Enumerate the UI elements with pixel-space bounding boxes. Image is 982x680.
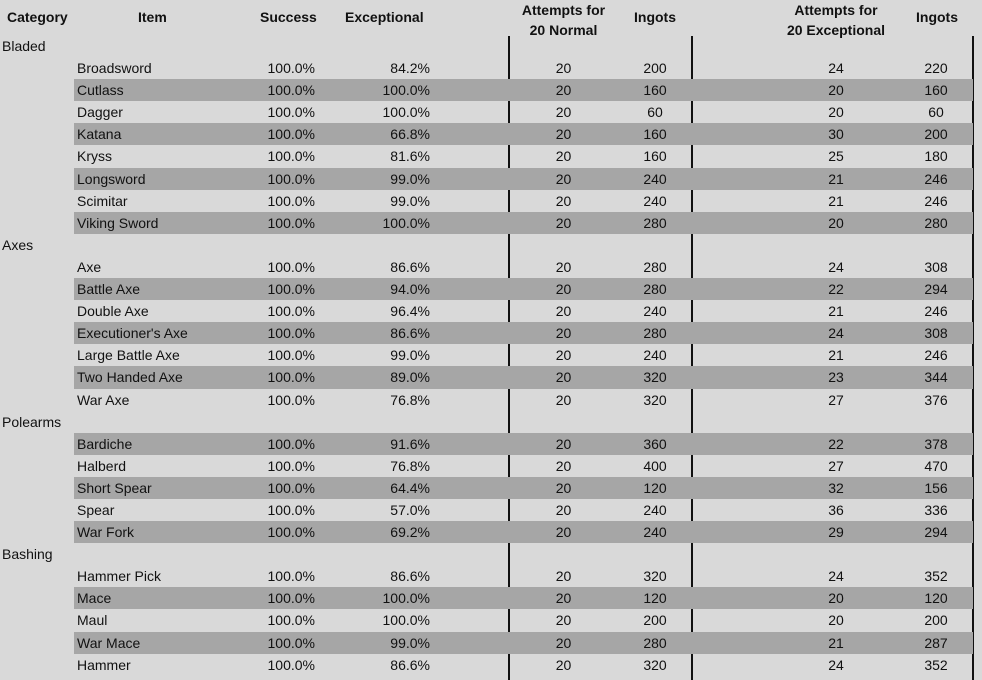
header-attempts-exc-line2: 20 Exceptional [786,22,886,38]
ingots-exceptional-cell[interactable]: 294 [924,524,948,541]
ingots-normal-cell[interactable]: 120 [643,590,667,607]
attempts-normal-cell[interactable]: 20 [555,347,572,364]
success-cell[interactable]: 100.0% [267,258,315,275]
ingots-exceptional-cell[interactable]: 160 [924,82,948,99]
attempts-exceptional-cell[interactable]: 21 [828,170,844,187]
exceptional-cell[interactable]: 99.0% [390,192,430,209]
ingots-exceptional-cell[interactable]: 352 [924,656,948,673]
header-category[interactable]: Category [7,9,68,25]
ingots-normal-cell[interactable]: 320 [643,656,667,673]
header-exceptional[interactable]: Exceptional [345,9,424,25]
ingots-normal-cell[interactable]: 60 [647,104,663,121]
success-cell[interactable]: 100.0% [267,170,315,187]
exceptional-cell[interactable]: 96.4% [390,303,430,320]
item-cell[interactable]: Cutlass [77,82,124,99]
ingots-normal-cell[interactable]: 400 [643,457,667,474]
ingots-exceptional-cell[interactable]: 470 [924,457,948,474]
item-cell[interactable]: Broadsword [77,60,152,77]
item-cell[interactable]: Axe [77,258,102,275]
success-cell[interactable]: 100.0% [267,634,315,651]
item-cell[interactable]: Viking Sword [77,214,159,231]
attempts-normal-cell[interactable]: 20 [555,325,572,342]
attempts-exceptional-cell[interactable]: 24 [828,60,844,77]
exceptional-cell[interactable]: 99.0% [390,634,430,651]
ingots-exceptional-cell[interactable]: 336 [924,501,948,518]
attempts-normal-cell[interactable]: 20 [555,214,572,231]
attempts-normal-cell[interactable]: 20 [555,126,572,143]
success-cell[interactable]: 100.0% [267,347,315,364]
table-row [0,433,982,455]
ingots-exceptional-cell[interactable]: 200 [924,612,948,629]
exceptional-cell[interactable]: 94.0% [390,281,430,298]
item-cell[interactable]: Katana [77,126,122,143]
ingots-exceptional-cell[interactable]: 156 [924,479,948,496]
attempts-exceptional-cell[interactable]: 20 [828,612,844,629]
exceptional-cell[interactable]: 100.0% [382,590,430,607]
ingots-exceptional-cell[interactable]: 246 [924,192,948,209]
exceptional-cell[interactable]: 86.6% [390,258,430,275]
exceptional-cell[interactable]: 100.0% [382,612,430,629]
attempts-normal-cell[interactable]: 20 [555,634,572,651]
success-cell[interactable]: 100.0% [267,457,315,474]
exceptional-cell[interactable]: 76.8% [390,457,430,474]
table-row [0,278,982,300]
table-row [0,455,982,477]
success-cell[interactable]: 100.0% [267,82,315,99]
attempts-normal-cell[interactable]: 20 [555,192,572,209]
table-row [0,145,982,167]
ingots-normal-cell[interactable]: 240 [643,170,667,187]
item-cell[interactable]: Large Battle Axe [77,347,180,364]
table-row [0,212,982,234]
attempts-normal-cell[interactable]: 20 [555,612,572,629]
success-cell[interactable]: 100.0% [267,524,315,541]
attempts-exceptional-cell[interactable]: 21 [828,634,844,651]
ingots-normal-cell[interactable]: 280 [643,281,667,298]
success-cell[interactable]: 100.0% [267,612,315,629]
attempts-normal-cell[interactable]: 20 [555,457,572,474]
success-cell[interactable]: 100.0% [267,214,315,231]
header-attempts-normal-line1: Attempts for [521,2,606,18]
ingots-normal-cell[interactable]: 280 [643,634,667,651]
attempts-exceptional-cell[interactable]: 20 [828,590,844,607]
item-cell[interactable]: Spear [77,501,115,518]
table-row [0,654,982,676]
table-row [0,168,982,190]
success-cell[interactable]: 100.0% [267,501,315,518]
attempts-exceptional-cell[interactable]: 30 [828,126,844,143]
attempts-exceptional-cell[interactable]: 21 [828,192,844,209]
ingots-exceptional-cell[interactable]: 246 [924,303,948,320]
table-row [0,521,982,543]
ingots-normal-cell[interactable]: 280 [643,214,667,231]
attempts-normal-cell[interactable]: 20 [555,435,572,452]
table-row [0,632,982,654]
attempts-exceptional-cell[interactable]: 24 [828,656,844,673]
attempts-normal-cell[interactable]: 20 [555,60,572,77]
ingots-normal-cell[interactable]: 320 [643,391,667,408]
attempts-normal-cell[interactable]: 20 [555,568,572,585]
header-item[interactable]: Item [138,9,167,25]
ingots-normal-cell[interactable]: 320 [643,568,667,585]
exceptional-cell[interactable]: 57.0% [390,501,430,518]
table-row [0,587,982,609]
item-cell[interactable]: Scimitar [77,192,128,209]
item-cell[interactable]: Halberd [77,457,127,474]
success-cell[interactable]: 100.0% [267,281,315,298]
item-cell[interactable]: Hammer Pick [77,568,162,585]
success-cell[interactable]: 100.0% [267,568,315,585]
category-label[interactable]: Axes [2,236,34,253]
attempts-exceptional-cell[interactable]: 24 [828,258,844,275]
ingots-exceptional-cell[interactable]: 246 [924,347,948,364]
ingots-exceptional-cell[interactable]: 378 [924,435,948,452]
item-cell[interactable]: War Axe [77,391,130,408]
item-cell[interactable]: Battle Axe [77,281,141,298]
exceptional-cell[interactable]: 76.8% [390,391,430,408]
exceptional-cell[interactable]: 66.8% [390,126,430,143]
ingots-exceptional-cell[interactable]: 220 [924,60,948,77]
ingots-exceptional-cell[interactable]: 308 [924,258,948,275]
attempts-exceptional-cell[interactable]: 20 [828,82,844,99]
attempts-normal-cell[interactable]: 20 [555,479,572,496]
exceptional-cell[interactable]: 91.6% [390,435,430,452]
attempts-exceptional-cell[interactable]: 32 [828,479,844,496]
header-ingots-normal[interactable]: Ingots [634,9,676,25]
attempts-normal-cell[interactable]: 20 [555,391,572,408]
header-attempts-normal[interactable] [512,0,615,40]
ingots-normal-cell[interactable]: 360 [643,435,667,452]
attempts-normal-cell[interactable]: 20 [555,281,572,298]
item-cell[interactable]: Mace [77,590,112,607]
exceptional-cell[interactable]: 86.6% [390,325,430,342]
success-cell[interactable]: 100.0% [267,391,315,408]
attempts-normal-cell[interactable]: 20 [555,656,572,673]
header-success[interactable]: Success [260,9,317,25]
attempts-normal-cell[interactable]: 20 [555,104,572,121]
attempts-exceptional-cell[interactable]: 21 [828,347,844,364]
ingots-exceptional-cell[interactable]: 200 [924,126,948,143]
exceptional-cell[interactable]: 86.6% [390,568,430,585]
attempts-exceptional-cell[interactable]: 29 [828,524,844,541]
ingots-exceptional-cell[interactable]: 60 [928,104,944,121]
ingots-exceptional-cell[interactable]: 180 [924,148,948,165]
ingots-normal-cell[interactable]: 160 [643,82,667,99]
table-row [0,366,982,388]
table-row [0,499,982,521]
exceptional-cell[interactable]: 64.4% [390,479,430,496]
exceptional-cell[interactable]: 99.0% [390,170,430,187]
attempts-normal-cell[interactable]: 20 [555,501,572,518]
ingots-exceptional-cell[interactable]: 352 [924,568,948,585]
success-cell[interactable]: 100.0% [267,590,315,607]
ingots-exceptional-cell[interactable]: 344 [924,369,948,386]
table-row [0,477,982,499]
success-cell[interactable]: 100.0% [267,325,315,342]
attempts-exceptional-cell[interactable]: 27 [828,391,844,408]
exceptional-cell[interactable]: 100.0% [382,104,430,121]
attempts-exceptional-cell[interactable]: 25 [828,148,844,165]
exceptional-cell[interactable]: 86.6% [390,656,430,673]
success-cell[interactable]: 100.0% [267,435,315,452]
attempts-exceptional-cell[interactable]: 21 [828,303,844,320]
ingots-normal-cell[interactable]: 120 [643,479,667,496]
item-cell[interactable]: Bardiche [77,435,133,452]
ingots-normal-cell[interactable]: 200 [643,60,667,77]
ingots-normal-cell[interactable]: 280 [643,325,667,342]
table-row [0,389,982,411]
ingots-normal-cell[interactable]: 240 [643,501,667,518]
attempts-exceptional-cell[interactable]: 22 [828,281,844,298]
attempts-normal-cell[interactable]: 20 [555,170,572,187]
exceptional-cell[interactable]: 81.6% [390,148,430,165]
table-row [0,609,982,631]
exceptional-cell[interactable]: 69.2% [390,524,430,541]
exceptional-cell[interactable]: 100.0% [382,214,430,231]
item-cell[interactable]: Maul [77,612,108,629]
attempts-exceptional-cell[interactable]: 20 [828,214,844,231]
success-cell[interactable]: 100.0% [267,60,315,77]
ingots-normal-cell[interactable]: 160 [643,148,667,165]
category-row [0,234,982,256]
item-cell[interactable]: Kryss [77,148,112,165]
success-cell[interactable]: 100.0% [267,656,315,673]
table-row [0,322,982,344]
attempts-normal-cell[interactable]: 20 [555,258,572,275]
table-row [0,300,982,322]
table-row [0,190,982,212]
ingots-exceptional-cell[interactable]: 287 [924,634,948,651]
table-row [0,57,982,79]
exceptional-cell[interactable]: 99.0% [390,347,430,364]
ingots-normal-cell[interactable]: 200 [643,612,667,629]
ingots-exceptional-cell[interactable]: 308 [924,325,948,342]
attempts-exceptional-cell[interactable]: 36 [828,501,844,518]
attempts-normal-cell[interactable]: 20 [555,369,572,386]
ingots-exceptional-cell[interactable]: 280 [924,214,948,231]
ingots-exceptional-cell[interactable]: 120 [924,590,948,607]
item-cell[interactable]: Double Axe [77,303,149,320]
category-label[interactable]: Polearms [2,413,62,430]
header-attempts-exc-line1: Attempts for [794,2,878,18]
table-row [0,123,982,145]
success-cell[interactable]: 100.0% [267,148,315,165]
item-cell[interactable]: Hammer [77,656,131,673]
item-cell[interactable]: Executioner's Axe [77,325,188,342]
header-attempts-normal-line2: 20 Normal [529,22,598,38]
item-cell[interactable]: Two Handed Axe [77,369,183,386]
header-attempts-exceptional[interactable] [780,0,892,40]
category-row [0,543,982,565]
item-cell[interactable]: War Fork [77,524,135,541]
attempts-exceptional-cell[interactable]: 20 [828,104,844,121]
table-row [0,79,982,101]
ingots-exceptional-cell[interactable]: 376 [924,391,948,408]
ingots-normal-cell[interactable]: 240 [643,303,667,320]
success-cell[interactable]: 100.0% [267,126,315,143]
attempts-normal-cell[interactable]: 20 [555,590,572,607]
item-cell[interactable]: Longsword [77,170,146,187]
category-row [0,411,982,433]
category-label[interactable]: Bashing [2,546,53,563]
success-cell[interactable]: 100.0% [267,479,315,496]
item-cell[interactable]: Short Spear [77,479,152,496]
category-label[interactable]: Bladed [2,38,46,54]
ingots-normal-cell[interactable]: 240 [643,192,667,209]
success-cell[interactable]: 100.0% [267,104,315,121]
attempts-exceptional-cell[interactable]: 22 [828,435,844,452]
category-row [0,35,982,57]
attempts-exceptional-cell[interactable]: 24 [828,568,844,585]
attempts-normal-cell[interactable]: 20 [555,82,572,99]
attempts-exceptional-cell[interactable]: 23 [828,369,844,386]
table-row [0,344,982,366]
header-ingots-exceptional[interactable]: Ingots [916,9,958,25]
ingots-normal-cell[interactable]: 160 [643,126,667,143]
ingots-normal-cell[interactable]: 280 [643,258,667,275]
attempts-normal-cell[interactable]: 20 [555,524,572,541]
ingots-exceptional-cell[interactable]: 294 [924,281,948,298]
attempts-normal-cell[interactable]: 20 [555,148,572,165]
ingots-exceptional-cell[interactable]: 246 [924,170,948,187]
attempts-exceptional-cell[interactable]: 27 [828,457,844,474]
exceptional-cell[interactable]: 89.0% [390,369,430,386]
exceptional-cell[interactable]: 100.0% [382,82,430,99]
header-row [0,0,982,36]
item-cell[interactable]: Dagger [77,104,123,121]
success-cell[interactable]: 100.0% [267,192,315,209]
ingots-normal-cell[interactable]: 320 [643,369,667,386]
table-row [0,256,982,278]
ingots-normal-cell[interactable]: 240 [643,347,667,364]
attempts-exceptional-cell[interactable]: 24 [828,325,844,342]
item-cell[interactable]: War Mace [77,634,141,651]
table-row [0,565,982,587]
exceptional-cell[interactable]: 84.2% [390,60,430,77]
success-cell[interactable]: 100.0% [267,303,315,320]
table-body [0,35,982,676]
ingots-normal-cell[interactable]: 240 [643,524,667,541]
attempts-normal-cell[interactable]: 20 [555,303,572,320]
success-cell[interactable]: 100.0% [267,369,315,386]
table-row [0,101,982,123]
